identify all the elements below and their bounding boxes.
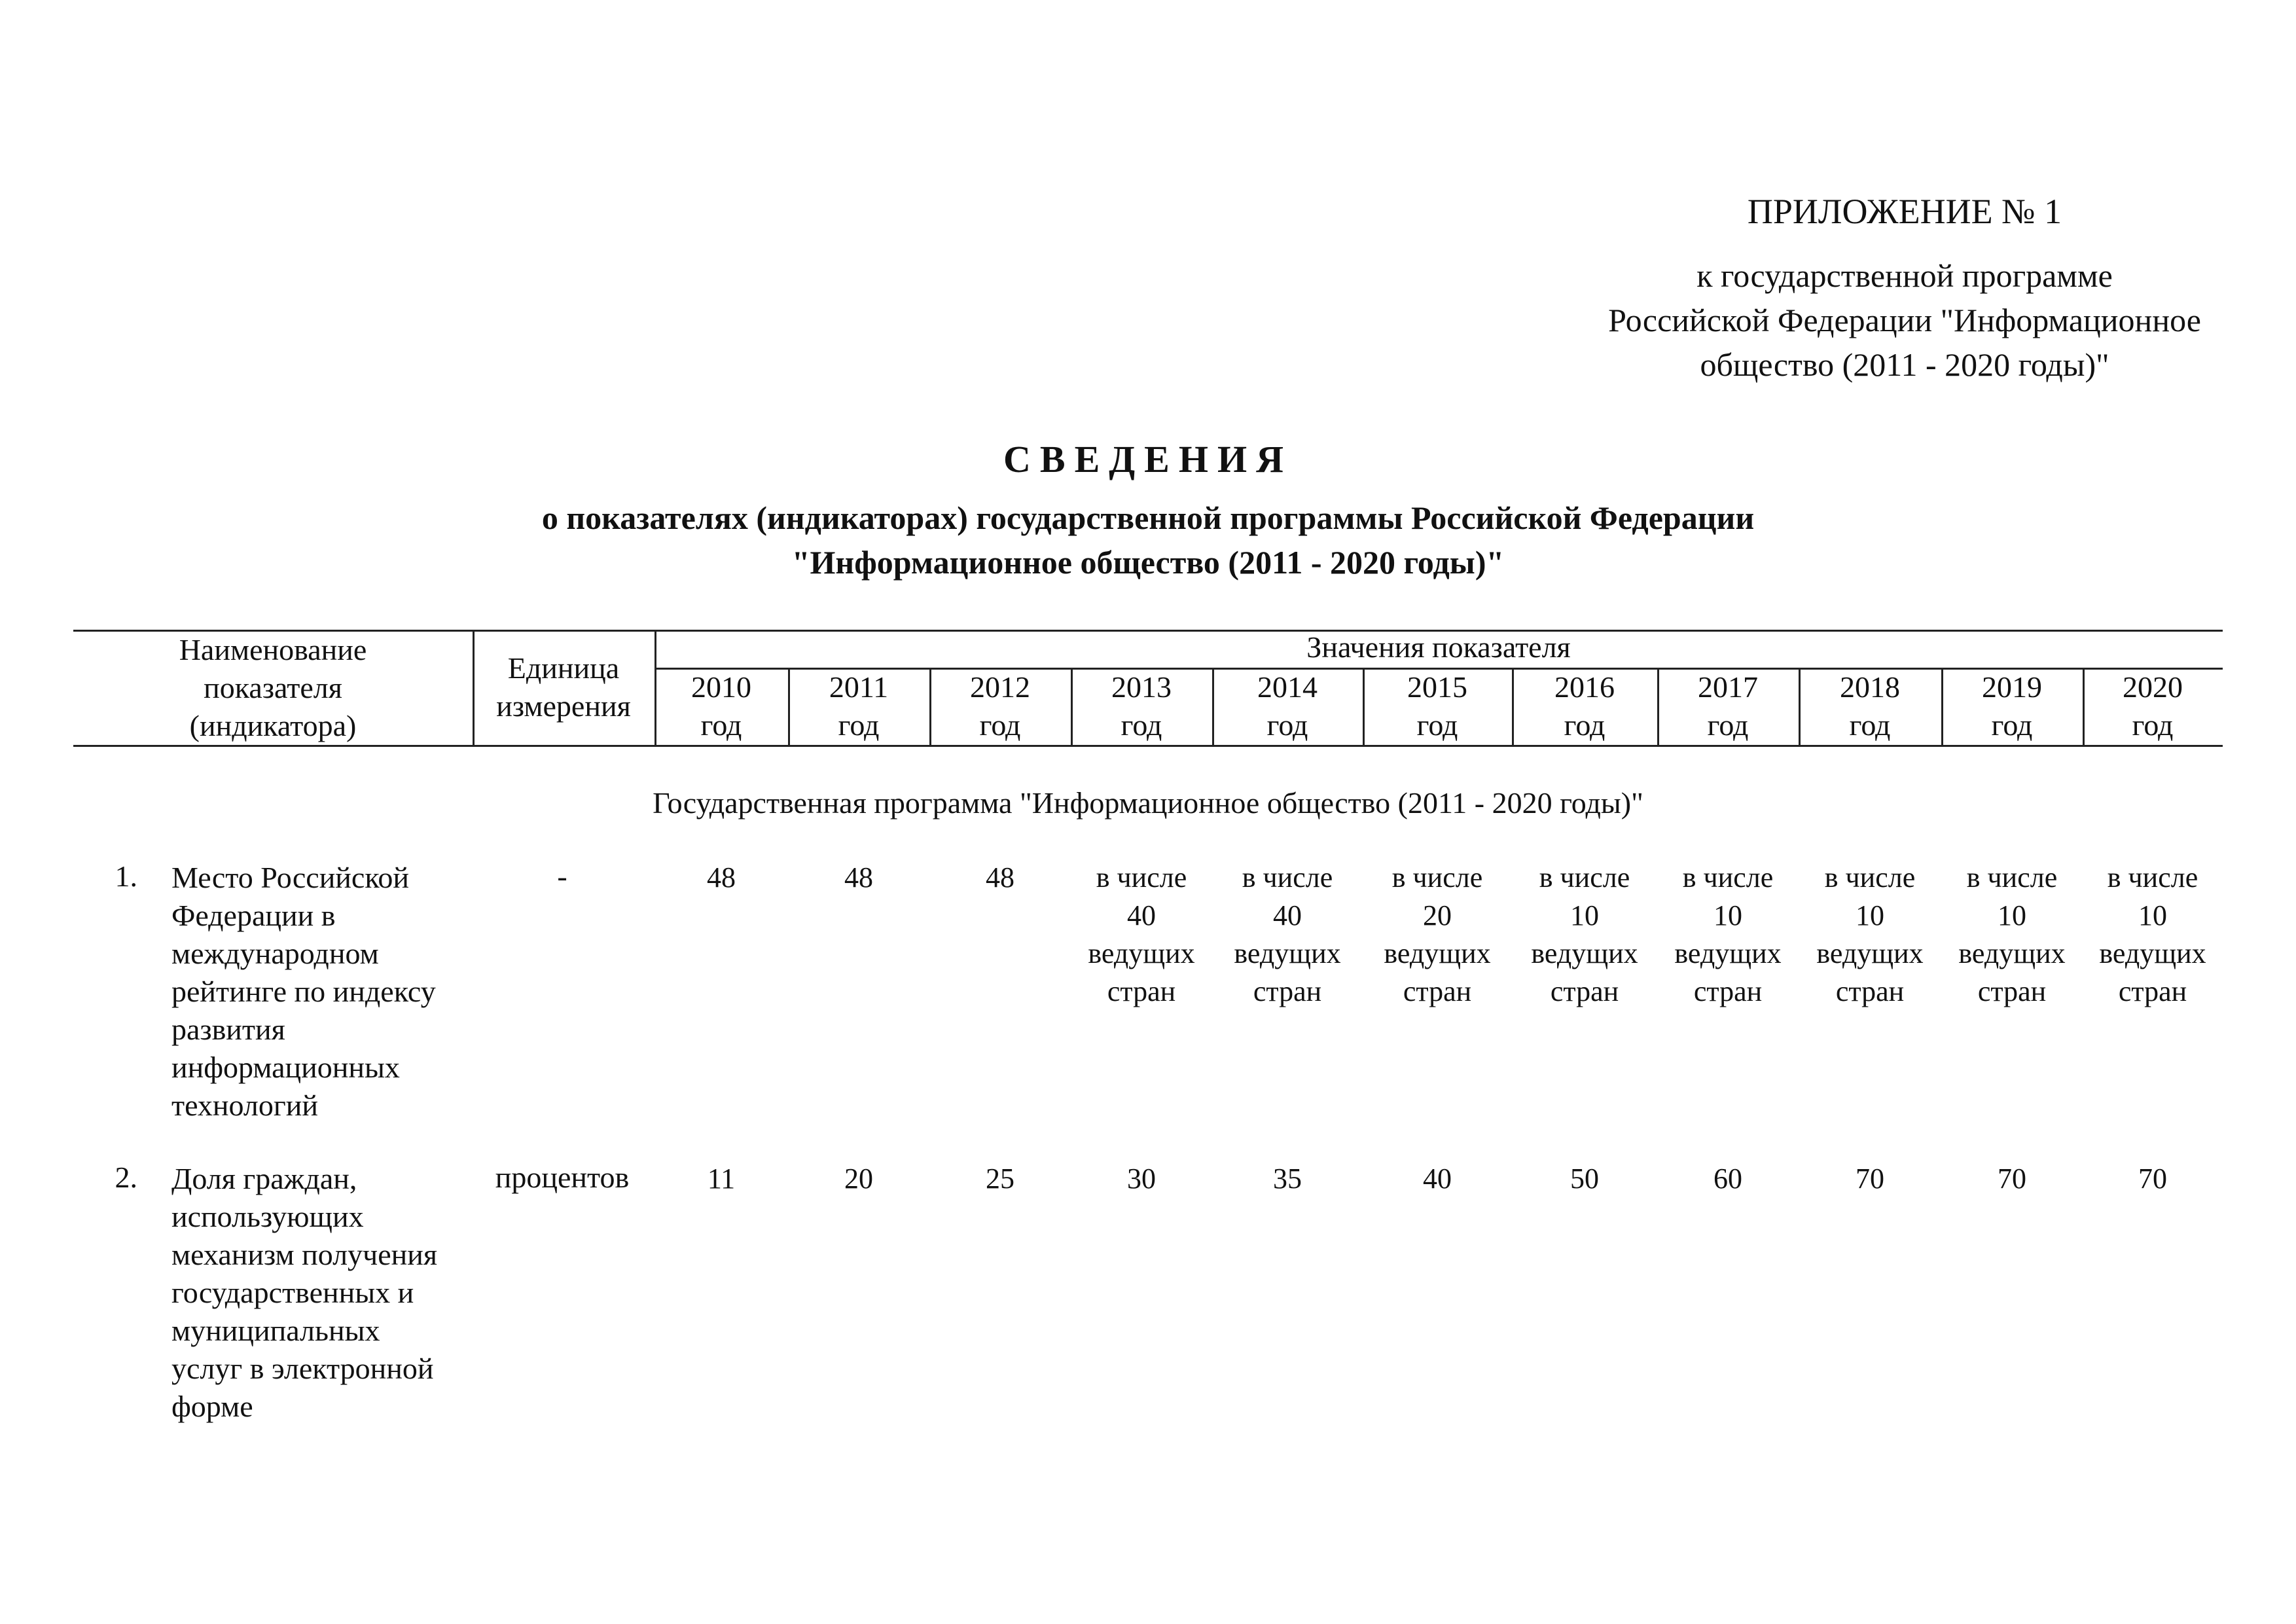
row-value-line: 40 bbox=[1423, 1163, 1452, 1195]
row-indicator-name-line: механизм получения bbox=[171, 1238, 438, 1271]
row-value-2016 bbox=[1512, 1160, 1657, 1198]
header-year-2014 bbox=[1212, 668, 1363, 744]
appendix-line-3: общество (2011 - 2020 годы)" bbox=[1700, 346, 2109, 383]
row-value-2015 bbox=[1363, 1160, 1512, 1198]
row-value-line: 40 bbox=[1273, 899, 1302, 931]
header-year-line: 2020 bbox=[2123, 670, 2183, 704]
row-unit: процентов bbox=[495, 1161, 630, 1194]
row-value-line: ведущих bbox=[1531, 937, 1638, 969]
row-value-2016 bbox=[1512, 859, 1657, 1011]
header-year-2018 bbox=[1799, 668, 1941, 744]
row-value-line: стран bbox=[2118, 975, 2187, 1007]
row-value-2020 bbox=[2083, 859, 2223, 1011]
header-unit bbox=[473, 649, 655, 725]
row-value-line: 70 bbox=[1998, 1163, 2026, 1195]
header-year-line: 2012 bbox=[970, 670, 1030, 704]
row-indicator-name-line: форме bbox=[171, 1390, 253, 1423]
row-value-line: в числе bbox=[1242, 861, 1333, 893]
row-value-line: 48 bbox=[844, 861, 873, 893]
row-value-line: стран bbox=[1403, 975, 1472, 1007]
row-value-line: 70 bbox=[2138, 1163, 2167, 1195]
row-indicator-name-line: Федерации в bbox=[171, 899, 336, 932]
header-year-line: 2019 bbox=[1982, 670, 2042, 704]
row-value-line: в числе bbox=[1966, 861, 2058, 893]
header-year-line: год bbox=[979, 708, 1021, 742]
header-year-line: 2015 bbox=[1407, 670, 1467, 704]
row-value-line: в числе bbox=[1539, 861, 1630, 893]
appendix-line-2: Российской Федерации "Информационное bbox=[1608, 302, 2201, 338]
row-indicator-name-line: развития bbox=[171, 1013, 285, 1046]
row-value-line: 70 bbox=[1856, 1163, 1884, 1195]
row-value-2010 bbox=[655, 1160, 788, 1198]
row-value-line: в числе bbox=[2107, 861, 2198, 893]
row-value-line: ведущих bbox=[2099, 937, 2206, 969]
row-value-line: стран bbox=[1693, 975, 1763, 1007]
row-value-line: 30 bbox=[1127, 1163, 1156, 1195]
header-year-line: год bbox=[700, 708, 742, 742]
row-value-line: стран bbox=[1253, 975, 1322, 1007]
row-value-line: ведущих bbox=[1816, 937, 1924, 969]
row-indicator-name-line: муниципальных bbox=[171, 1314, 380, 1347]
row-value-line: 50 bbox=[1570, 1163, 1599, 1195]
header-year-line: год bbox=[1707, 708, 1749, 742]
appendix-line-1: к государственной программе bbox=[1696, 257, 2113, 294]
row-value-2012 bbox=[929, 1160, 1071, 1198]
section-title: Государственная программа "Информационное общество (2011 - 2020 годы)" bbox=[653, 786, 1643, 820]
header-year-2013 bbox=[1071, 668, 1212, 744]
row-indicator-name-line: Место Российской bbox=[171, 861, 409, 894]
header-year-2020 bbox=[2083, 668, 2223, 744]
header-year-line: год bbox=[1121, 708, 1162, 742]
appendix-title: ПРИЛОЖЕНИЕ № 1 bbox=[1747, 192, 2062, 231]
row-value-line: 11 bbox=[707, 1163, 736, 1195]
header-year-2019 bbox=[1941, 668, 2083, 744]
header-year-line: год bbox=[2132, 708, 2174, 742]
header-year-line: 2011 bbox=[829, 670, 889, 704]
row-value-line: ведущих bbox=[1958, 937, 2066, 969]
row-value-line: 10 bbox=[1570, 899, 1599, 931]
row-indicator-name-line: информационных bbox=[171, 1051, 400, 1084]
row-value-2019 bbox=[1941, 859, 2083, 1011]
row-value-2012 bbox=[929, 859, 1071, 897]
row-value-2013 bbox=[1071, 1160, 1212, 1198]
document-subtitle-line-1: о показателях (индикаторах) государственной программы Российской Федерации bbox=[541, 499, 1755, 536]
row-indicator-name-line: использующих bbox=[171, 1200, 364, 1233]
row-value-2014 bbox=[1212, 1160, 1363, 1198]
row-value-line: в числе bbox=[1824, 861, 1916, 893]
row-value-line: стран bbox=[1107, 975, 1176, 1007]
row-value-line: 10 bbox=[1998, 899, 2026, 931]
row-number: 1. bbox=[115, 859, 137, 893]
header-year-2012 bbox=[929, 668, 1071, 744]
header-year-line: 2010 bbox=[691, 670, 751, 704]
row-indicator-name-line: рейтинге по индексу bbox=[171, 975, 436, 1008]
row-value-2018 bbox=[1799, 859, 1941, 1011]
row-value-line: ведущих bbox=[1234, 937, 1341, 969]
row-value-2011 bbox=[788, 1160, 929, 1198]
row-value-line: стран bbox=[1835, 975, 1905, 1007]
header-year-line: 2016 bbox=[1554, 670, 1615, 704]
row-value-line: ведущих bbox=[1384, 937, 1491, 969]
row-value-line: в числе bbox=[1682, 861, 1774, 893]
header-unit-line: измерения bbox=[496, 689, 631, 723]
header-year-line: год bbox=[1991, 708, 2033, 742]
row-value-2014 bbox=[1212, 859, 1363, 1011]
row-value-2019 bbox=[1941, 1160, 2083, 1198]
row-value-line: 48 bbox=[986, 861, 1014, 893]
document-subtitle-line-2: "Информационное общество (2011 - 2020 годы)" bbox=[791, 544, 1505, 581]
row-value-line: 20 bbox=[1423, 899, 1452, 931]
header-year-line: 2014 bbox=[1257, 670, 1318, 704]
row-value-line: 10 bbox=[2138, 899, 2167, 931]
row-value-line: ведущих bbox=[1674, 937, 1782, 969]
row-value-line: 25 bbox=[986, 1163, 1014, 1195]
row-value-line: 40 bbox=[1127, 899, 1156, 931]
header-year-2016 bbox=[1512, 668, 1657, 744]
row-value-line: в числе bbox=[1096, 861, 1187, 893]
table-header-bottom-rule bbox=[73, 745, 2223, 747]
header-indicator-name-line: (индикатора) bbox=[189, 709, 357, 742]
row-value-2010 bbox=[655, 859, 788, 897]
header-year-2010 bbox=[655, 668, 788, 744]
row-value-line: ведущих bbox=[1088, 937, 1195, 969]
header-year-line: год bbox=[1564, 708, 1605, 742]
row-value-line: стран bbox=[1977, 975, 2047, 1007]
row-value-line: стран bbox=[1550, 975, 1619, 1007]
row-value-line: 48 bbox=[707, 861, 736, 893]
header-year-line: год bbox=[1849, 708, 1891, 742]
row-value-line: 35 bbox=[1273, 1163, 1302, 1195]
row-value-2013 bbox=[1071, 859, 1212, 1011]
header-year-line: год bbox=[838, 708, 880, 742]
header-year-line: 2013 bbox=[1111, 670, 1172, 704]
header-year-line: год bbox=[1266, 708, 1308, 742]
row-indicator-name bbox=[171, 859, 473, 1125]
row-value-2017 bbox=[1657, 1160, 1799, 1198]
document-heading: СВЕДЕНИЯ bbox=[1003, 438, 1293, 480]
row-indicator-name-line: Доля граждан, bbox=[171, 1162, 357, 1195]
row-value-2020 bbox=[2083, 1160, 2223, 1198]
header-year-2015 bbox=[1363, 668, 1512, 744]
header-indicator-name bbox=[73, 631, 473, 745]
row-unit: - bbox=[557, 859, 567, 893]
header-year-2017 bbox=[1657, 668, 1799, 744]
row-indicator-name-line: технологий bbox=[171, 1089, 318, 1122]
row-indicator-name-line: услуг в электронной bbox=[171, 1352, 434, 1385]
header-indicator-name-line: Наименование bbox=[179, 633, 367, 666]
row-number: 2. bbox=[115, 1161, 137, 1194]
row-indicator-name-line: международном bbox=[171, 937, 379, 970]
row-value-2017 bbox=[1657, 859, 1799, 1011]
header-indicator-name-line: показателя bbox=[204, 671, 342, 704]
row-value-line: 10 bbox=[1713, 899, 1742, 931]
row-value-2018 bbox=[1799, 1160, 1941, 1198]
row-indicator-name bbox=[171, 1160, 473, 1426]
row-value-line: 20 bbox=[844, 1163, 873, 1195]
row-value-line: 10 bbox=[1856, 899, 1884, 931]
header-year-line: 2018 bbox=[1840, 670, 1900, 704]
row-value-line: в числе bbox=[1391, 861, 1483, 893]
header-values-group: Значения показателя bbox=[1306, 630, 1571, 664]
header-year-line: год bbox=[1416, 708, 1458, 742]
row-value-line: 60 bbox=[1713, 1163, 1742, 1195]
header-year-line: 2017 bbox=[1698, 670, 1758, 704]
row-value-2015 bbox=[1363, 859, 1512, 1011]
row-value-2011 bbox=[788, 859, 929, 897]
row-indicator-name-line: государственных и bbox=[171, 1276, 414, 1309]
header-unit-line: Единица bbox=[507, 651, 620, 685]
header-year-2011 bbox=[788, 668, 929, 744]
